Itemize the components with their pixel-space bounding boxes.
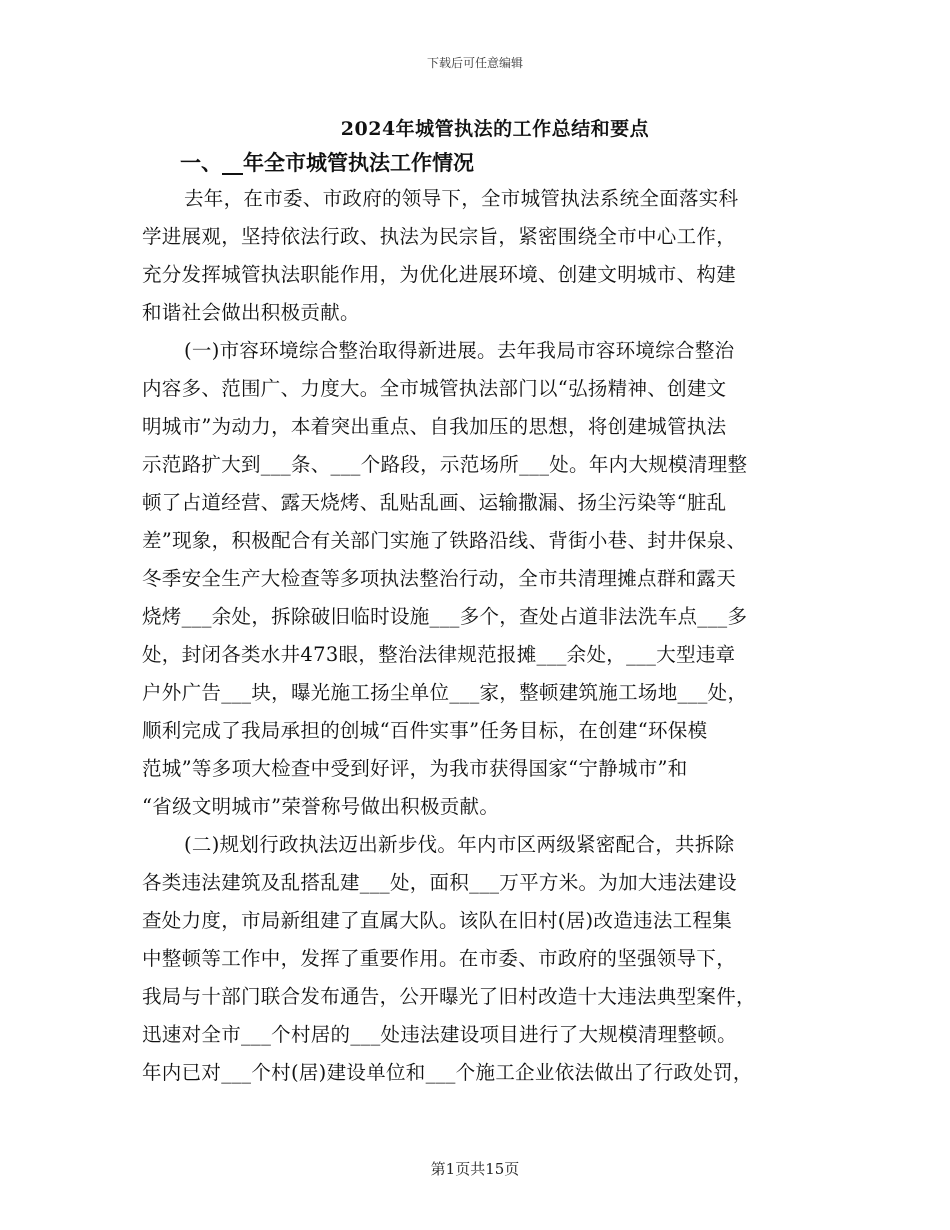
document-body	[142, 146, 802, 1092]
paragraph-line: 烧烤___余处，拆除破旧临时设施___多个，查处占道非法洗车点___多	[142, 605, 748, 628]
paragraph-city-appearance	[142, 332, 802, 826]
paragraph-line: 内容多、范围广、力度大。全市城管执法部门以“弘扬精神、创建文	[142, 377, 727, 400]
paragraph-line: 年内已对___个村(居)建设单位和___个施工企业依法做出了行政处罚，	[142, 1061, 753, 1084]
paragraph-line: 顿了占道经营、露天烧烤、乱贴乱画、运输撒漏、扬尘污染等“脏乱	[142, 491, 727, 514]
paragraph-line: 处，封闭各类水井473眼，整治法律规范报摊___余处，___大型违章	[142, 643, 736, 666]
paragraph-line: 冬季安全生产大检查等多项执法整治行动，全市共清理摊点群和露天	[142, 567, 737, 590]
paragraph-line: 各类违法建筑及乱搭乱建___处，面积___万平方米。为加大违法建设	[142, 871, 737, 894]
paragraph-line: 范城”等多项大检查中受到好评，为我市获得国家“宁静城市”和	[142, 757, 688, 780]
paragraph-intro	[142, 180, 802, 332]
paragraph-line: 迅速对全市___个村居的___处违法建设项目进行了大规模清理整顿。	[142, 1023, 737, 1046]
paragraph-line: 去年，在市委、市政府的领导下，全市城管执法系统全面落实科	[184, 187, 739, 210]
paragraph-line: 我局与十部门联合发布通告，公开曝光了旧村改造十大违法典型案件，	[142, 985, 756, 1008]
paragraph-line: (一)市容环境综合整治取得新进展。去年我局市容环境综合整治	[184, 339, 735, 362]
paragraph-line: (二)规划行政执法迈出新步伐。年内市区两级紧密配合，共拆除	[184, 833, 735, 856]
document-title: 2024年城管执法的工作总结和要点	[340, 118, 650, 140]
paragraph-line: 查处力度，市局新组建了直属大队。该队在旧村(居)改造违法工程集	[142, 909, 733, 932]
paragraph-line: “省级文明城市”荣誉称号做出积极贡献。	[142, 795, 500, 818]
paragraph-line: 和谐社会做出积极贡献。	[142, 301, 360, 324]
page-header-note: 下载后可任意编辑	[426, 56, 523, 70]
paragraph-planning-enforcement	[142, 826, 802, 1092]
paragraph-line: 明城市”为动力，本着突出重点、自我加压的思想，将创建城管执法	[142, 415, 727, 438]
paragraph-line: 学进展观，坚持依法行政、执法为民宗旨，紧密围绕全市中心工作，	[142, 225, 737, 248]
paragraph-line: 示范路扩大到___条、___个路段，示范场所___处。年内大规模清理整	[142, 453, 748, 476]
paragraph-line: 中整顿等工作中，发挥了重要作用。在市委、市政府的坚强领导下，	[142, 947, 737, 970]
paragraph-line: 户外广告___块，曝光施工扬尘单位___家，整顿建筑施工场地___处，	[142, 681, 748, 704]
paragraph-line: 充分发挥城管执法职能作用，为优化进展环境、创建文明城市、构建	[142, 263, 737, 286]
section-heading: 一、__年全市城管执法工作情况	[180, 150, 474, 175]
page-number: 第1页共15页	[430, 1160, 520, 1178]
paragraph-line: 顺利完成了我局承担的创城“百件实事”任务目标，在创建“环保模	[142, 719, 708, 742]
paragraph-line: 差”现象，积极配合有关部门实施了铁路沿线、背街小巷、封井保泉、	[142, 529, 747, 552]
